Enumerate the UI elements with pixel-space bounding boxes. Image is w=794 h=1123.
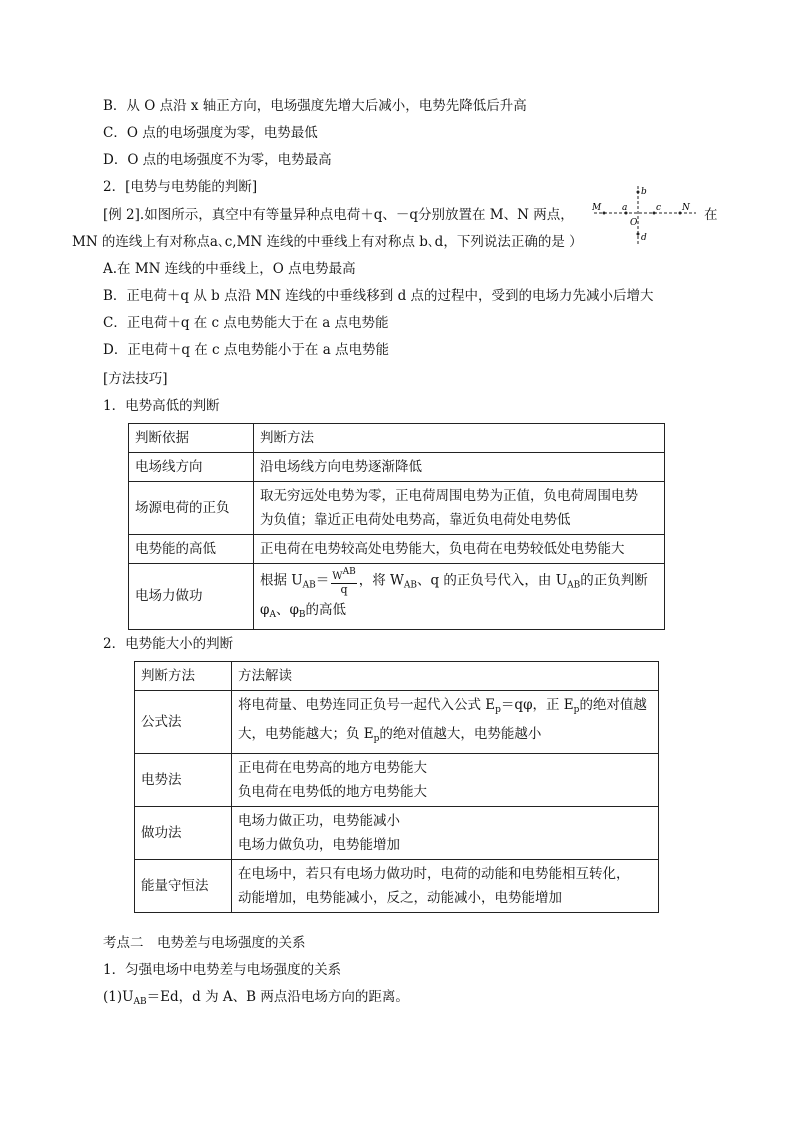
method-title: [方法技巧]: [103, 371, 168, 387]
table-cell: 做功法: [135, 807, 232, 860]
text-run: 的高低: [305, 601, 347, 618]
energy-judgment-table: [134, 661, 659, 913]
kp2-sub1: 1．匀强电场中电势差与电场强度的关系: [103, 962, 342, 978]
table-cell: 正电荷在电势较高处电势能大，负电荷在电势较低处电势能大: [254, 535, 665, 564]
cell-line: 为负值；靠近正电荷处电势高，靠近负电荷处电势低: [260, 512, 571, 528]
cell-line: 正电荷在电势高的地方电势能大: [238, 760, 427, 776]
table-cell: 能量守恒法: [135, 860, 232, 913]
label-a: a: [622, 203, 628, 213]
text-run: 、q 的正负号代入，由 U: [417, 572, 568, 589]
table-row: [135, 662, 659, 691]
table-cell: [232, 860, 659, 913]
subscript: AB: [302, 580, 316, 591]
table-cell: [254, 482, 665, 535]
point-m-dot: [603, 212, 606, 215]
text-run: 的正负判断: [580, 572, 648, 589]
table-cell: 电场力做功: [129, 564, 254, 630]
potential-judgment-table: [128, 423, 665, 630]
label-o: O: [630, 218, 638, 228]
text-run: 、φ: [275, 601, 299, 618]
cell-line: 负电荷在电势低的地方电势能大: [238, 784, 427, 800]
table-cell: 公式法: [135, 691, 232, 754]
table-header-cell: 判断方法: [254, 424, 665, 453]
table-cell: 电场线方向: [129, 453, 254, 482]
label-b: b: [641, 187, 647, 197]
table-header-cell: 方法解读: [232, 662, 659, 691]
table-row: [135, 860, 659, 913]
sub2-title: 2．电势能大小的判断: [103, 636, 234, 652]
option-b-prev: B．从 O 点沿 x 轴正方向，电场强度先增大后减小，电势先降低后升高: [103, 98, 527, 114]
subscript: AB: [133, 997, 147, 1007]
example2-option-a: A.在 MN 连线的中垂线上，O 点电势最高: [103, 261, 356, 277]
table-row: [135, 754, 659, 807]
subscript: p: [495, 705, 501, 715]
kp2-title: 考点二 电势差与电场强度的关系: [103, 935, 306, 951]
denominator: q: [340, 583, 348, 596]
text-run: ，将 W: [358, 572, 404, 589]
table-row: [129, 564, 665, 630]
table-cell: [232, 691, 659, 754]
label-m: M: [592, 203, 602, 213]
label-c: c: [656, 203, 662, 213]
subscript: B: [298, 609, 306, 620]
example2-option-d: D．正电荷＋q 在 c 点电势能小于在 a 点电势能: [103, 342, 390, 358]
kp2-formula: [103, 987, 409, 1012]
cell-line: 电场力做正功，电势能减小: [238, 813, 400, 829]
table-cell: 沿电场线方向电势逐渐降低: [254, 453, 665, 482]
superscript: AB: [342, 567, 356, 577]
subscript: A: [269, 609, 276, 620]
text-run: 将电荷量、电势连同正负号一起代入公式 E: [238, 697, 496, 713]
example2-line2: MN 的连线上有对称点a､c,MN 连线的中垂线上有对称点 b､d，下列说法正确的是 ）: [72, 234, 583, 250]
sub1-title: 1．电势高低的判断: [103, 398, 220, 414]
table-row: [129, 482, 665, 535]
cell-line: [238, 722, 652, 751]
point-b-dot: [637, 191, 640, 194]
text-run: ＝qφ，正 E: [500, 697, 574, 713]
subscript: p: [373, 734, 380, 744]
text-run: 的绝对值越: [579, 697, 647, 713]
text-run: ＝: [315, 572, 330, 589]
charge-diagram: [590, 184, 700, 248]
table-cell: [232, 754, 659, 807]
table-cell: 场源电荷的正负: [129, 482, 254, 535]
table-row: [129, 424, 665, 453]
example2-line1: [例 2].如图所示，真空中有等量异种点电荷＋q、－q分别放置在 M、N 两点，: [103, 207, 574, 223]
text-run: ＝Ed，d 为 A、B 两点沿电场方向的距离。: [146, 989, 409, 1005]
table-header-cell: 判断依据: [129, 424, 254, 453]
option-c-prev: C．O 点的电场强度为零，电势最低: [103, 125, 318, 141]
example2-line1-tail: 在: [704, 207, 718, 223]
cell-line: 动能增加，电势能减小，反之，动能减小，电势能增加: [238, 890, 562, 906]
point-d-dot: [637, 233, 640, 236]
text-run: 根据 U: [260, 572, 303, 589]
text-run: 的绝对值越大，电势能越小: [379, 726, 542, 742]
table-row: [135, 807, 659, 860]
table-row: [129, 535, 665, 564]
text-run: (1)U: [103, 989, 134, 1005]
cell-line: [238, 693, 652, 722]
text-run: 大，电势能越大；负 E: [238, 726, 374, 742]
table-row: [129, 453, 665, 482]
cell-line: [260, 566, 658, 598]
fraction: [331, 566, 356, 596]
table-header-cell: 判断方法: [135, 662, 232, 691]
label-d: d: [641, 233, 647, 243]
cell-line: [260, 598, 658, 627]
numerator: [331, 566, 356, 584]
text-run: W: [332, 571, 343, 582]
table-row: [135, 691, 659, 754]
option-d-prev: D．O 点的电场强度不为零，电势最高: [103, 152, 332, 168]
table-cell: 电势能的高低: [129, 535, 254, 564]
cell-line: 取无穷远处电势为零，正电荷周围电势为正值，负电荷周围电势: [260, 488, 638, 504]
section2-title: 2．[电势与电势能的判断]: [103, 179, 258, 195]
cell-line: 在电场中，若只有电场力做功时，电荷的动能和电势能相互转化，: [238, 866, 630, 882]
subscript: AB: [567, 580, 581, 591]
table-cell: [232, 807, 659, 860]
subscript: p: [573, 705, 580, 715]
text-run: φ: [260, 601, 270, 618]
subscript: AB: [403, 580, 417, 591]
table-cell: 电势法: [135, 754, 232, 807]
label-n: N: [682, 203, 690, 213]
example2-option-c: C．正电荷＋q 在 c 点电势能大于在 a 点电势能: [103, 315, 389, 331]
table-cell: [254, 564, 665, 630]
example2-option-b: B．正电荷＋q 从 b 点沿 MN 连线的中垂线移到 d 点的过程中，受到的电场力先减小后增大: [103, 288, 654, 304]
cell-line: 电场力做负功，电势能增加: [238, 837, 400, 853]
